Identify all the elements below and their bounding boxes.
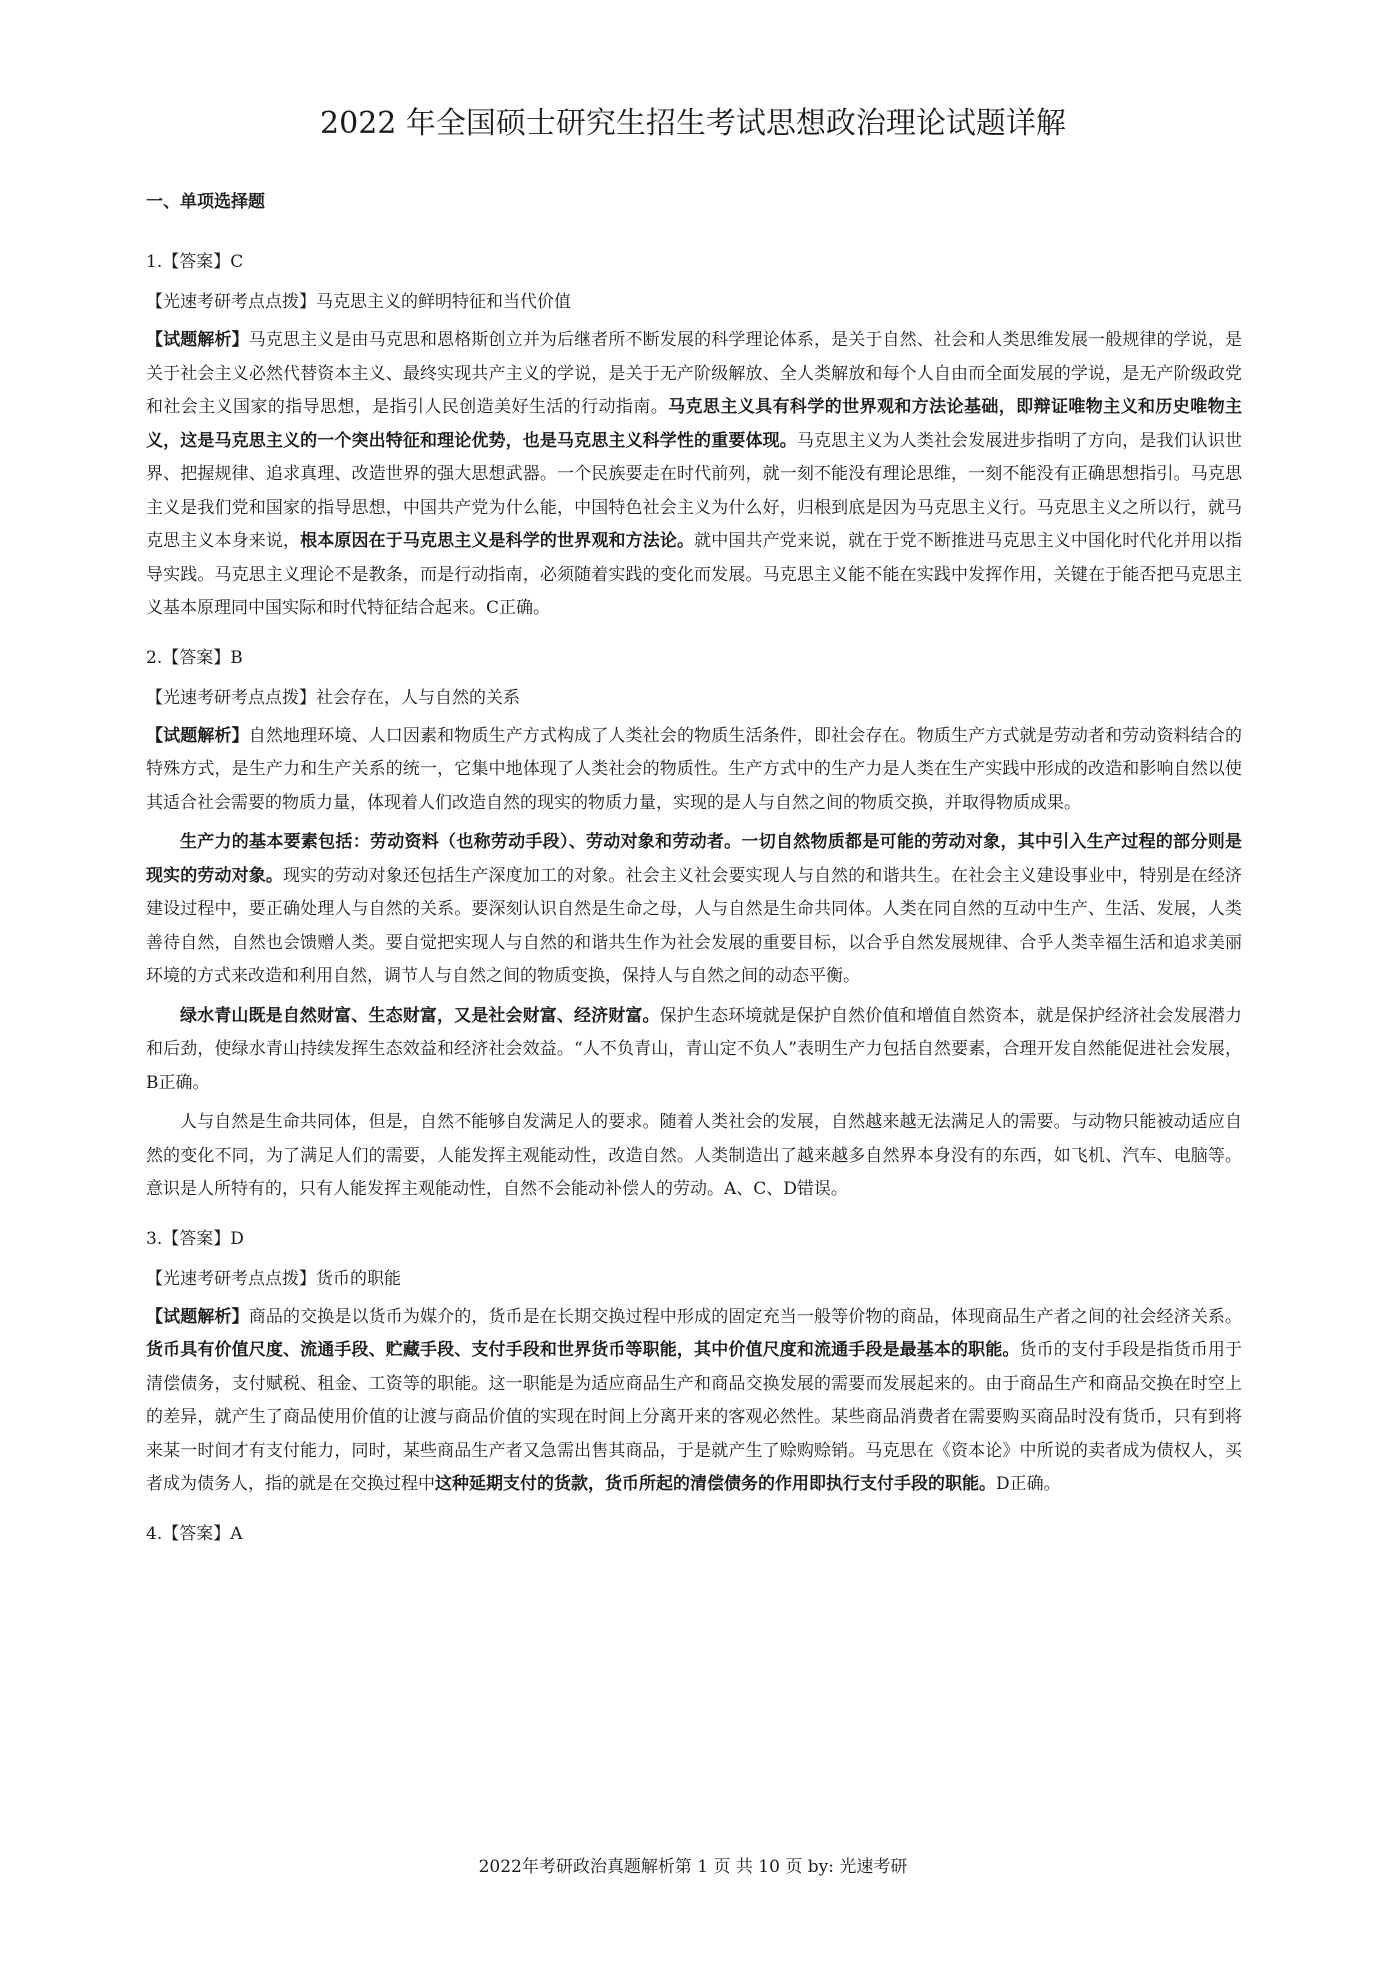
analysis-text: 马克思主义是由马克思和恩格斯创立并为后继者所不断发展的科学理论体系，是关于自然、社会和人类思维发展一般规律的学说，是关于社会主义必然代替资本主义、最终实现共产主义的学说，是关于无产阶级解放、全人类解放和每个人自由而全面发展的学说，是无产阶级政党和社会主义国家的指导思想，是指引人民创造美好生活的行动指南。	[146, 330, 1243, 417]
key-point-text: 社会存在，人与自然的关系	[316, 687, 520, 708]
answer-line: 2.【答案】B	[146, 647, 243, 668]
key-point-label: 【光速考研考点点拨】	[146, 292, 316, 312]
answer-line: 4.【答案】A	[146, 1523, 243, 1544]
analysis-paragraph	[146, 826, 1242, 994]
emphasis-text: 根本原因在于马克思主义是科学的世界观和方法论。	[300, 531, 695, 551]
key-point-line	[146, 1267, 1242, 1291]
question-1	[146, 250, 1242, 626]
analysis-text: 马克思主义为人类社会发展进步指明了方向，是我们认识世界、把握规律、追求真理、改造世界的强大思想武器。一个民族要走在时代前列，就一刻不能没有理论思维，一刻不能没有正确思想指引。马克思主义是我们党和国家的指导思想，中国共产党为什么能，中国特色社会主义为什么好，归根到底是因为马克思主义行。马克思主义之所以行，就马克思主义本身来说，	[146, 430, 1243, 551]
page-footer: 2022年考研政治真题解析第 1 页 共 10 页 by: 光速考研	[478, 1857, 908, 1877]
analysis-paragraph	[146, 324, 1242, 626]
page-title: 2022 年全国硕士研究生招生考试思想政治理论试题详解	[320, 106, 1066, 141]
key-point-text: 货币的职能	[316, 1268, 401, 1289]
key-point-line	[146, 290, 1242, 314]
emphasis-text: 货币具有价值尺度、流通手段、贮藏手段、支付手段和世界货币等职能，其中价值尺度和流通手段是最基本的职能。	[146, 1340, 1020, 1360]
emphasis-text: 生产力的基本要素包括：劳动资料（也称劳动手段）、劳动对象和劳动者。一切自然物质都是可能的劳动对象，其中引入生产过程的部分则是现实的劳动对象。	[146, 832, 1242, 886]
analysis-text: 就中国共产党来说，就在于党不断推进马克思主义中国化时代化并用以指导实践。马克思主义理论不是教条，而是行动指南，必须随着实践的变化而发展。马克思主义能不能在实践中发挥作用，关键在于能否把马克思主义基本原理同中国实际和时代特征结合起来。C正确。	[146, 531, 1243, 618]
content	[146, 250, 1242, 1566]
analysis-label: 【试题解析】	[146, 1306, 249, 1327]
key-point-text: 马克思主义的鲜明特征和当代价值	[316, 292, 571, 312]
analysis-text: D正确。	[996, 1474, 1061, 1494]
analysis-paragraph	[146, 1301, 1242, 1502]
section-heading: 一、单项选择题	[146, 192, 265, 212]
analysis-text: 现实的劳动对象还包括生产深度加工的对象。社会主义社会要实现人与自然的和谐共生。在社会主义建设事业中，特别是在经济建设过程中，要正确处理人与自然的关系。要深刻认识自然是生命之母，人与自然是生命共同体。人类在同自然的互动中生产、生活、发展，人类善待自然，自然也会馈赠人类。要自觉把实现人与自然的和谐共生作为社会发展的重要目标，以合乎自然发展规律、合乎人类幸福生活和追求美丽环境的方式来改造和利用自然，调节人与自然之间的物质变换，保持人与自然之间的动态平衡。	[146, 865, 1242, 986]
analysis-text: 保护生态环境就是保护自然价值和增值自然资本，就是保护经济社会发展潜力和后劲，使绿水青山持续发挥生态效益和经济社会效益。“人不负青山，青山定不负人”表明生产力包括自然要素，合理开发自然能促进社会发展，B正确。	[146, 1005, 1242, 1093]
analysis-text: 自然地理环境、人口因素和物质生产方式构成了人类社会的物质生活条件，即社会存在。物质生产方式就是劳动者和劳动资料结合的特殊方式，是生产力和生产关系的统一，它集中地体现了人类社会的物质性。生产方式中的生产力是人类在生产实践中形成的改造和影响自然以使其适合社会需要的物质力量，体现着人们改造自然的现实的物质力量，实现的是人与自然之间的物质交换，并取得物质成果。	[146, 725, 1243, 813]
analysis-text: 商品的交换是以货币为媒介的，货币是在长期交换过程中形成的固定充当一般等价物的商品，体现商品生产者之间的社会经济关系。	[248, 1306, 1243, 1327]
answer-line: 3.【答案】D	[146, 1228, 244, 1249]
key-point-label: 【光速考研考点点拨】	[146, 1268, 316, 1289]
analysis-text: 货币的支付手段是指货币用于清偿债务，支付赋税、租金、工资等的职能。这一职能是为适应商品生产和商品交换发展的需要而发展起来的。由于商品生产和商品交换在时空上的差异，就产生了商品使用价值的让渡与商品价值的实现在时间上分离开来的客观必然性。某些商品消费者在需要购买商品时没有货币，只有到将来某一时间才有支付能力，同时，某些商品生产者又急需出售其商品，于是就产生了赊购赊销。马克思在《资本论》中所说的卖者成为债权人，买者成为债务人，指的就是在交换过程中	[146, 1340, 1243, 1494]
emphasis-text: 马克思主义具有科学的世界观和方法论基础，即辩证唯物主义和历史唯物主义，这是马克思主义的一个突出特征和理论优势，也是马克思主义科学性的重要体现。	[146, 397, 1243, 451]
answer-line: 1.【答案】C	[146, 252, 244, 272]
key-point-label: 【光速考研考点点拨】	[146, 687, 316, 708]
analysis-paragraph	[146, 1000, 1242, 1101]
question-4	[146, 1522, 1242, 1546]
emphasis-text: 这种延期支付的货款，货币所起的清偿债务的作用即执行支付手段的职能。	[435, 1474, 996, 1494]
question-3	[146, 1227, 1242, 1502]
emphasis-text: 绿水青山既是自然财富、生态财富，又是社会财富、经济财富。	[180, 1005, 660, 1026]
question-2	[146, 646, 1242, 1207]
key-point-line	[146, 686, 1242, 710]
analysis-label: 【试题解析】	[146, 725, 249, 746]
analysis-paragraph: 人与自然是生命共同体，但是，自然不能够自发满足人的要求。随着人类社会的发展，自然越来越无法满足人的需要。与动物只能被动适应自然的变化不同，为了满足人们的需要，人能发挥主观能动性，改造自然。人类制造出了越来越多自然界本身没有的东西，如飞机、汽车、电脑等。意识是人所特有的，只有人能发挥主观能动性，自然不会能动补偿人的劳动。A、C、D错误。	[146, 1112, 1242, 1199]
analysis-label: 【试题解析】	[146, 330, 249, 350]
analysis-paragraph	[146, 720, 1242, 821]
